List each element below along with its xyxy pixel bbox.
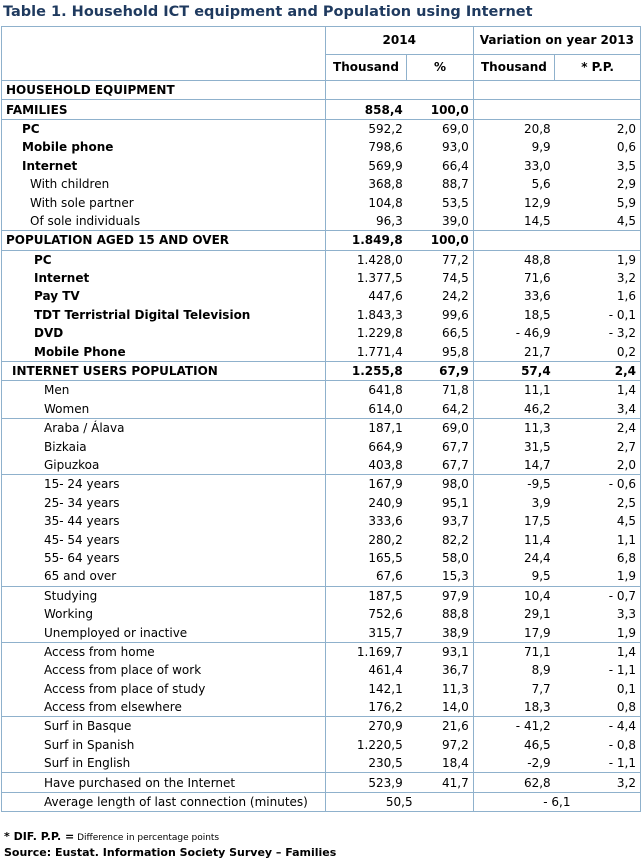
internet-users-row [2,381,641,400]
cell-var-thousand: 8,9 [473,661,554,679]
cell-var-thousand: 31,5 [473,437,554,455]
header-empty [2,27,326,55]
header-row-1 [2,27,641,55]
cell-thousand: 368,8 [325,175,406,193]
row-label: TDT Terristrial Digital Television [2,306,326,324]
cell-var-pp [555,100,641,119]
row-label: 55- 64 years [2,549,326,567]
footnote [4,830,219,843]
cell-var-pp: 0,8 [555,698,641,717]
population-row [2,342,641,361]
internet-users-row [2,530,641,548]
cell-var-pp: 2,7 [555,437,641,455]
cell-percent: 100,0 [407,100,473,119]
cell-percent: 53,5 [441,195,469,210]
cell-var-thousand: 9,5 [473,567,554,586]
cell-var-thousand: 18,5 [473,306,554,324]
row-label: FAMILIES [2,100,326,119]
cell-percent: 66,4 [441,158,469,173]
cell-thousand: 167,9 [325,475,406,494]
families-row [2,212,641,231]
cell-percent: 39,0 [407,212,473,231]
cell-var-pp: 5,9 [555,193,641,211]
cell-var-pp: 0,2 [555,342,641,361]
internet-users-total-row [2,361,641,380]
cell-var-pp: 4,5 [555,512,641,530]
row-label: With sole partner [2,193,326,211]
cell-var-pp: 6,8 [555,549,641,567]
cell-percent: 14,0 [407,698,473,717]
internet-users-row [2,642,641,661]
cell-var-pp: - 4,4 [555,717,641,736]
cell-var-pp: 3,4 [555,400,641,419]
row-label: Studying [2,586,326,605]
cell-thousand: 230,5 [325,754,406,773]
cell-percent: 88,8 [441,607,469,622]
internet-users-row [2,567,641,586]
row-label: Araba / Álava [2,419,326,438]
row-label: 25- 34 years [2,494,326,512]
row-label: Women [2,400,326,419]
average-variation: - 6,1 [473,792,640,811]
row-label: Access from place of work [2,661,326,679]
cell-percent: 97,2 [441,737,469,752]
cell-percent: 88,7 [441,177,469,192]
average-label: Average length of last connection (minutes) [2,792,326,811]
families-row [2,138,641,156]
header-percent: % [407,54,473,81]
cell-percent: 95,8 [407,342,473,361]
cell-var-thousand [473,231,554,250]
cell-percent: 71,8 [441,383,469,398]
cell-var-thousand: 29,1 [473,605,554,623]
cell-thousand: 752,6 [325,605,406,623]
cell-var-thousand: 17,5 [473,512,554,530]
cell-var-thousand: 5,6 [473,175,554,193]
row-label: Surf in Spanish [2,736,326,754]
internet-users-row [2,717,641,736]
cell-percent: 11,3 [441,681,469,696]
cell-thousand: 592,2 [325,119,406,138]
cell-thousand: 1.377,5 [325,269,406,287]
cell-thousand: 187,5 [325,586,406,605]
cell-var-thousand: 33,0 [473,157,554,175]
row-label: With children [2,175,326,193]
cell-var-thousand: 71,1 [473,642,554,661]
cell-var-thousand: 17,9 [473,623,554,642]
header-row-2 [2,54,641,81]
row-label: Unemployed or inactive [2,623,326,642]
cell-var-pp: 1,4 [555,381,641,400]
cell-var-pp: - 0,7 [555,586,641,605]
cell-percent: 21,6 [441,719,469,734]
cell-var-pp: 2,0 [555,456,641,475]
cell-thousand: 176,2 [325,698,406,717]
header-thousand-2014: Thousand [325,54,406,81]
cell-var-thousand: 21,7 [473,342,554,361]
source-line: Source: Eustat. Information Society Survey – Families [4,846,337,859]
cell-var-pp: 0,6 [555,138,641,156]
cell-var-pp: 1,9 [555,623,641,642]
row-label: DVD [2,324,326,342]
cell-percent: 36,7 [441,663,469,678]
cell-var-thousand: 48,8 [473,250,554,269]
row-label: Surf in English [2,754,326,773]
internet-users-row [2,698,641,717]
cell-var-thousand: 7,7 [473,680,554,698]
cell-thousand: 798,6 [325,138,406,156]
cell-var-thousand: 20,8 [473,119,554,138]
internet-users-row [2,736,641,754]
section-empty-cell [555,81,641,100]
internet-users-row [2,680,641,698]
cell-var-thousand: 11,4 [473,530,554,548]
cell-thousand: 1.843,3 [325,306,406,324]
cell-var-thousand: 24,4 [473,549,554,567]
internet-users-row [2,475,641,494]
cell-percent: 58,0 [441,550,469,565]
cell-thousand: 315,7 [325,623,406,642]
cell-var-thousand: 14,7 [473,456,554,475]
cell-var-pp: 2,4 [555,361,641,380]
cell-percent: 67,9 [407,361,473,380]
cell-thousand: 67,6 [325,567,406,586]
row-label: Bizkaia [2,437,326,455]
cell-var-thousand: 71,6 [473,269,554,287]
internet-users-row [2,494,641,512]
cell-var-pp: - 1,1 [555,754,641,773]
row-label: 35- 44 years [2,512,326,530]
section-empty-cell [407,81,473,100]
families-row [2,193,641,211]
cell-var-thousand: 18,3 [473,698,554,717]
cell-thousand: 96,3 [325,212,406,231]
cell-thousand: 142,1 [325,680,406,698]
row-label: PC [2,250,326,269]
cell-percent: 24,2 [441,289,469,304]
cell-percent: 82,2 [441,532,469,547]
internet-users-row [2,456,641,475]
row-label: 65 and over [2,567,326,586]
cell-var-pp [555,231,641,250]
cell-var-thousand: -2,9 [473,754,554,773]
internet-users-row [2,419,641,438]
population-row [2,269,641,287]
section-row-household [2,81,641,100]
section-empty-cell [473,81,554,100]
cell-var-pp: 1,4 [555,642,641,661]
cell-thousand: 280,2 [325,530,406,548]
footnote-text: Difference in percentage points [74,833,220,843]
cell-percent: 97,9 [441,588,469,603]
cell-thousand: 187,1 [325,419,406,438]
cell-var-thousand: 12,9 [473,193,554,211]
population-total-row [2,231,641,250]
row-label: INTERNET USERS POPULATION [2,361,326,380]
cell-percent: 99,6 [441,307,469,322]
cell-var-pp: 0,1 [555,680,641,698]
cell-thousand: 569,9 [325,157,406,175]
cell-var-pp: 1,9 [555,567,641,586]
cell-percent: 64,2 [407,400,473,419]
cell-percent: 69,0 [441,421,469,436]
cell-var-pp: 1,9 [555,250,641,269]
cell-percent: 93,0 [441,140,469,155]
cell-percent: 15,3 [407,567,473,586]
population-row [2,250,641,269]
header-thousand-variation: Thousand [473,54,554,81]
cell-var-pp: 3,5 [555,157,641,175]
row-label: Working [2,605,326,623]
internet-users-row [2,754,641,773]
cell-percent: 38,9 [407,623,473,642]
cell-thousand: 1.255,8 [325,361,406,380]
cell-var-thousand: 46,5 [473,736,554,754]
internet-users-row [2,605,641,623]
cell-var-thousand: 33,6 [473,287,554,305]
header-year: 2014 [325,27,473,55]
cell-thousand: 1.220,5 [325,736,406,754]
cell-percent: 66,5 [441,326,469,341]
internet-users-row [2,661,641,679]
row-label: Internet [2,157,326,175]
section-empty-cell [325,81,406,100]
cell-var-thousand: 10,4 [473,586,554,605]
families-row [2,175,641,193]
row-label: 15- 24 years [2,475,326,494]
cell-thousand: 403,8 [325,456,406,475]
families-row [2,119,641,138]
cell-var-thousand: 62,8 [473,773,554,792]
internet-users-row [2,623,641,642]
row-label: Access from home [2,642,326,661]
table-title: Table 1. Household ICT equipment and Population using Internet [3,4,533,20]
cell-var-thousand: - 41,2 [473,717,554,736]
cell-var-pp: - 1,1 [555,661,641,679]
cell-var-thousand [473,100,554,119]
cell-thousand: 1.229,8 [325,324,406,342]
internet-users-row [2,549,641,567]
cell-var-pp: - 0,1 [555,306,641,324]
internet-users-row [2,400,641,419]
cell-var-pp: - 0,8 [555,736,641,754]
cell-thousand: 1.169,7 [325,642,406,661]
header-pp: * P.P. [555,54,641,81]
cell-percent: 93,1 [441,644,469,659]
cell-thousand: 333,6 [325,512,406,530]
cell-var-pp: 1,6 [555,287,641,305]
cell-var-pp: 3,3 [555,605,641,623]
cell-var-pp: 3,2 [555,269,641,287]
row-label: Of sole individuals [2,212,326,231]
cell-var-pp: 2,9 [555,175,641,193]
cell-thousand: 641,8 [325,381,406,400]
data-table [1,26,641,812]
cell-percent: 98,0 [441,477,469,492]
cell-thousand: 447,6 [325,287,406,305]
internet-users-row [2,586,641,605]
internet-users-row [2,512,641,530]
row-label: Pay TV [2,287,326,305]
cell-var-thousand: 14,5 [473,212,554,231]
cell-percent: 69,0 [441,121,469,136]
cell-var-pp: 4,5 [555,212,641,231]
header-variation: Variation on year 2013 [473,27,640,55]
row-label: Have purchased on the Internet [2,773,326,792]
average-connection-row [2,792,641,811]
cell-thousand: 104,8 [325,193,406,211]
cell-thousand: 1.428,0 [325,250,406,269]
cell-var-pp: - 0,6 [555,475,641,494]
row-label: Gipuzkoa [2,456,326,475]
cell-percent: 74,5 [441,271,469,286]
cell-var-thousand: 57,4 [473,361,554,380]
cell-var-thousand: 3,9 [473,494,554,512]
cell-var-pp: 1,1 [555,530,641,548]
population-row [2,306,641,324]
average-value: 50,5 [325,792,473,811]
cell-percent: 95,1 [441,495,469,510]
cell-var-pp: - 3,2 [555,324,641,342]
cell-percent: 77,2 [441,252,469,267]
cell-thousand: 461,4 [325,661,406,679]
header-empty-2 [2,54,326,81]
families-total-row [2,100,641,119]
cell-percent: 41,7 [407,773,473,792]
cell-var-pp: 2,0 [555,119,641,138]
cell-thousand: 1.849,8 [325,231,406,250]
cell-percent: 67,7 [407,456,473,475]
row-label: Access from elsewhere [2,698,326,717]
cell-var-pp: 3,2 [555,773,641,792]
row-label: POPULATION AGED 15 AND OVER [2,231,326,250]
cell-thousand: 1.771,4 [325,342,406,361]
population-row [2,324,641,342]
cell-percent: 100,0 [407,231,473,250]
cell-var-pp: 2,4 [555,419,641,438]
row-label: 45- 54 years [2,530,326,548]
cell-thousand: 240,9 [325,494,406,512]
row-label: Men [2,381,326,400]
cell-thousand: 858,4 [325,100,406,119]
footnote-key: * DIF. P.P. = [4,830,75,843]
cell-var-thousand: - 46,9 [473,324,554,342]
cell-thousand: 664,9 [325,437,406,455]
families-row [2,157,641,175]
cell-thousand: 523,9 [325,773,406,792]
row-label: Access from place of study [2,680,326,698]
cell-var-thousand: 11,3 [473,419,554,438]
cell-thousand: 165,5 [325,549,406,567]
cell-thousand: 614,0 [325,400,406,419]
cell-var-pp: 2,5 [555,494,641,512]
row-label: Internet [2,269,326,287]
cell-var-thousand: 9,9 [473,138,554,156]
cell-percent: 18,4 [407,754,473,773]
cell-var-thousand: 11,1 [473,381,554,400]
cell-var-thousand: 46,2 [473,400,554,419]
row-label: Surf in Basque [2,717,326,736]
cell-thousand: 270,9 [325,717,406,736]
internet-users-row [2,437,641,455]
row-label: Mobile Phone [2,342,326,361]
cell-percent: 93,7 [441,514,469,529]
internet-users-row [2,773,641,792]
cell-var-thousand: -9,5 [473,475,554,494]
row-label: Mobile phone [2,138,326,156]
row-label: PC [2,119,326,138]
section-household-label: HOUSEHOLD EQUIPMENT [2,81,326,100]
cell-percent: 67,7 [441,439,469,454]
population-row [2,287,641,305]
